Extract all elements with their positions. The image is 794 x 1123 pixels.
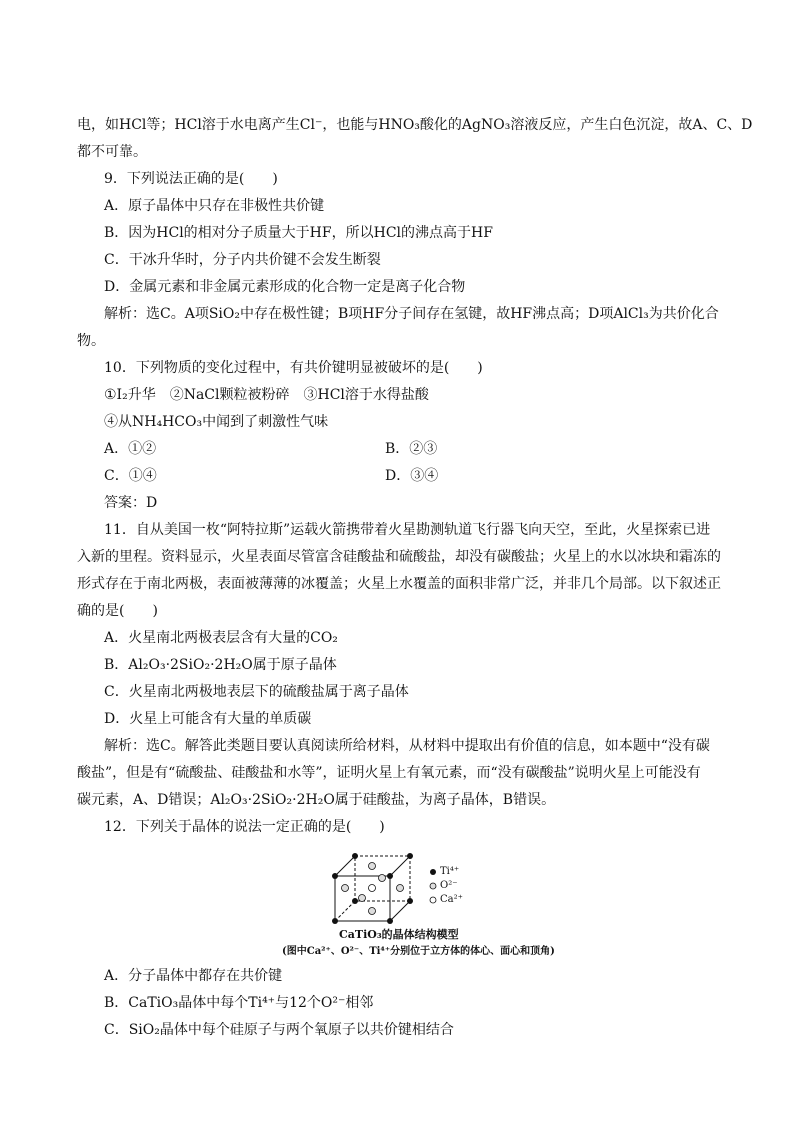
cube-diagram (320, 851, 470, 931)
q11-analysis-3: 碳元素，A、D错误；Al₂O₃·2SiO₂·2H₂O属于硅酸盐，为离子晶体，B错误。 (77, 792, 556, 808)
question-10: 10．下列物质的变化过程中，有共价键明显被破坏的是( ) (104, 360, 483, 376)
legend-ti: Ti⁴⁺ (440, 866, 460, 877)
q10-option-a: A．①② (104, 441, 157, 457)
q11-text-4: 确的是( ) (77, 603, 158, 619)
q11-option-a: A．火星南北两极表层含有大量的CO₂ (104, 630, 338, 646)
q9-option-a: A．原子晶体中只存在非极性共价键 (104, 198, 325, 214)
q9-option-d: D．金属元素和非金属元素形成的化合物一定是离子化合物 (104, 279, 466, 295)
q12-option-b: B．CaTiO₃晶体中每个Ti⁴⁺与12个O²⁻相邻 (104, 995, 374, 1011)
q12-option-a: A．分子晶体中都存在共价键 (104, 968, 283, 984)
q9-option-b: B．因为HCl的相对分子质量大于HF，所以HCl的沸点高于HF (104, 225, 493, 241)
q11-text-3: 形式存在于南北两极，表面被薄薄的冰覆盖；火星上水覆盖的面积非常广泛，并非几个局部。以下叙述正 (77, 576, 721, 592)
q10-option-c: C．①④ (104, 468, 157, 484)
figure-note: (图中Ca²⁺、O²⁻、Ti⁴⁺分别位于立方体的体心、面心和顶角) (282, 946, 555, 957)
figure-title: CaTiO₃的晶体结构模型 (339, 928, 459, 941)
q9-option-c: C．干冰升华时，分子内共价键不会发生断裂 (104, 252, 381, 268)
q9-analysis: 解析：选C。A项SiO₂中存在极性键；B项HF分子间存在氢键，故HF沸点高；D项AlCl₃为共价化合 (104, 306, 719, 322)
q9-analysis-cont: 物。 (77, 333, 105, 349)
legend-ca: Ca²⁺ (440, 894, 463, 905)
legend-o: O²⁻ (440, 880, 458, 891)
q10-option-b: B．②③ (385, 441, 438, 457)
q11-option-b: B．Al₂O₃·2SiO₂·2H₂O属于原子晶体 (104, 657, 337, 673)
line-1: 电，如HCl等；HCl溶于水电离产生Cl⁻，也能与HNO₃酸化的AgNO₃溶液反应，产生白色沉淀，故A、C、D (77, 117, 753, 133)
q11-text-2: 入新的里程。资料显示，火星表面尽管富含硅酸盐和硫酸盐，却没有碳酸盐；火星上的水以冰块和霜冻的 (77, 549, 721, 565)
q10-items-1: ①I₂升华 ②NaCl颗粒被粉碎 ③HCl溶于水得盐酸 (104, 387, 429, 403)
q11-option-d: D．火星上可能含有大量的单质碳 (104, 711, 312, 727)
line-2: 都不可靠。 (77, 144, 147, 160)
q10-option-d: D．③④ (385, 468, 439, 484)
question-11: 11．自从美国一枚“阿特拉斯”运载火箭携带着火星勘测轨道飞行器飞向天空，至此，火星探索已进 (104, 522, 711, 538)
q11-option-c: C．火星南北两极地表层下的硫酸盐属于离子晶体 (104, 684, 409, 700)
crystal-structure-figure (320, 851, 470, 931)
question-9: 9．下列说法正确的是( ) (104, 171, 278, 187)
q11-analysis: 解析：选C。解答此类题目要认真阅读所给材料，从材料中提取出有价值的信息，如本题中“没有碳 (104, 738, 710, 754)
q10-items-2: ④从NH₄HCO₃中闻到了刺激性气味 (104, 414, 329, 430)
q10-answer: 答案：D (104, 495, 158, 511)
q11-analysis-2: 酸盐”，但是有“硫酸盐、硅酸盐和水等”，证明火星上有氧元素，而“没有碳酸盐”说明火星上可能没有 (77, 765, 701, 781)
question-12: 12．下列关于晶体的说法一定正确的是( ) (104, 819, 385, 835)
q12-option-c: C．SiO₂晶体中每个硅原子与两个氧原子以共价键相结合 (104, 1022, 454, 1038)
